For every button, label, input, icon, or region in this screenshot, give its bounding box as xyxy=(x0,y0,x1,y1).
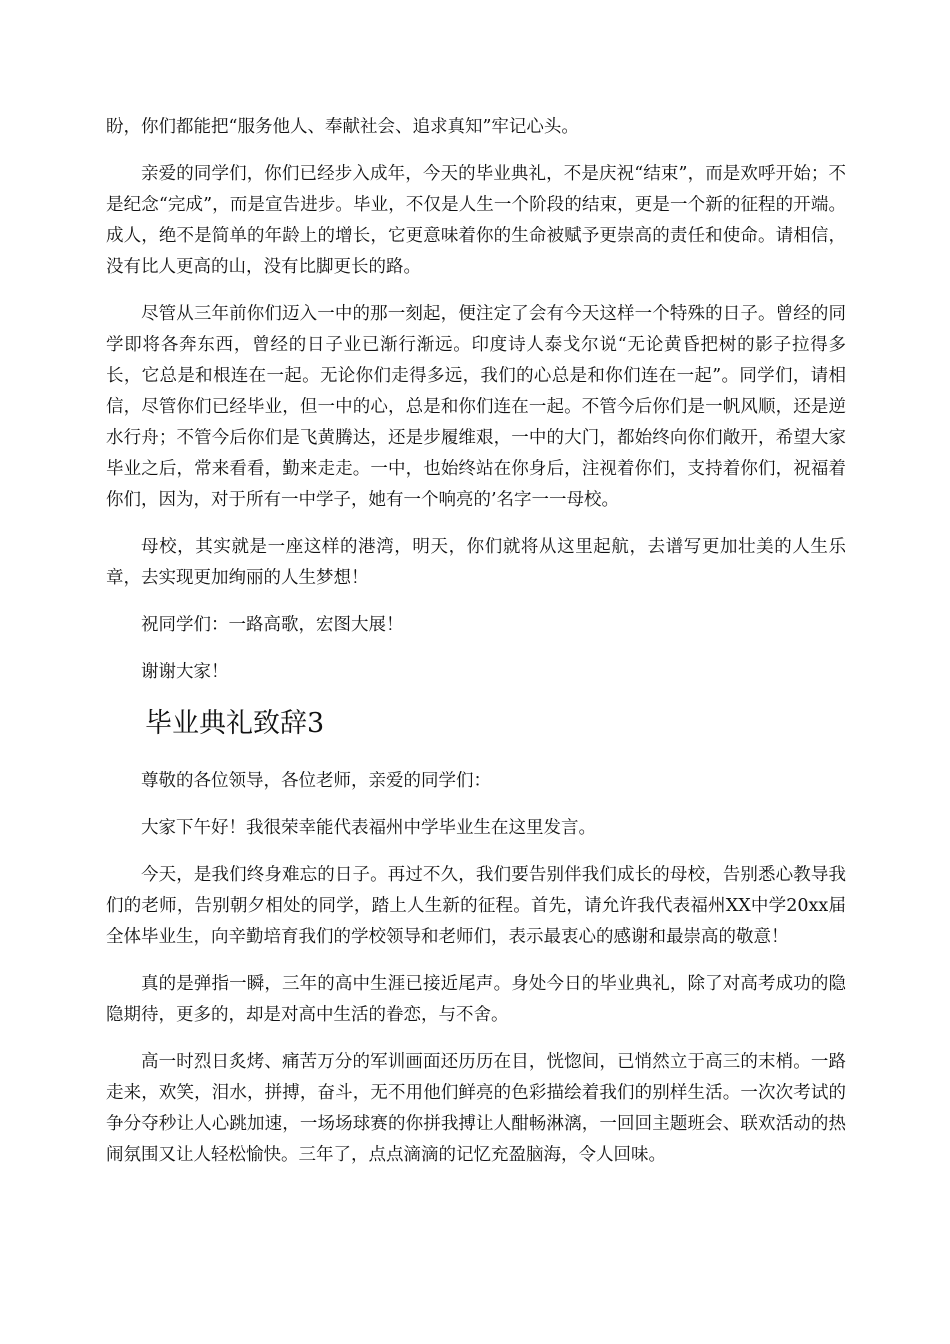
paragraph-harbor: 母校，其实就是一座这样的港湾，明天，你们就将从这里起航，去谱写更加壮美的人生乐章，去实现更加绚丽的人生梦想！ xyxy=(106,537,846,588)
paragraph-greeting: 大家下午好！我很荣幸能代表福州中学毕业生在这里发言。 xyxy=(141,818,596,838)
paragraph-gratitude: 今天，是我们终身难忘的日子。再过不久，我们要告别伴我们成长的母校，告别悉心教导我们的老师，告别朝夕相处的同学，踏上人生新的征程。首先，请允许我代表福州XX中学20xx届全体毕业生，向辛勤培育我们的学校领导和老师们，表示最衷心的感谢和最崇高的敬意！ xyxy=(106,865,846,947)
section-heading: 毕业典礼致辞3 xyxy=(145,708,325,739)
paragraph-memories: 高一时烈日炙烤、痛苦万分的军训画面还历历在目，恍惚间，已悄然立于高三的末梢。一路走来，欢笑，泪水，拼搏，奋斗，无不用他们鲜亮的色彩描绘着我们的别样生活。一次次考试的争分夺秒让人心跳加速，一场场球赛的你拼我搏让人酣畅淋漓，一回回主题班会、联欢活动的热闹氛围又让人轻松愉快。三年了，点点滴滴的记忆充盈脑海，令人回味。 xyxy=(106,1052,846,1165)
document-body xyxy=(106,112,846,1187)
paragraph-reflection: 真的是弹指一瞬，三年的高中生涯已接近尾声。身处今日的毕业典礼，除了对高考成功的隐隐期待，更多的，却是对高中生活的眷恋，与不舍。 xyxy=(106,974,846,1025)
paragraph-alma-mater-bond: 尽管从三年前你们迈入一中的那一刻起，便注定了会有今天这样一个特殊的日子。曾经的同学即将各奔东西，曾经的日子业已渐行渐远。印度诗人泰戈尔说“无论黄昏把树的影子拉得多长，它总是和根连在一起。无论你们走得多远，我们的心总是和你们连在一起”。同学们，请相信，尽管你们已经毕业，但一中的心，总是和你们连在一起。不管今后你们是一帆风顺，还是逆水行舟；不管今后你们是飞黄腾达，还是步履维艰，一中的大门，都始终向你们敞开，希望大家毕业之后，常来看看，勤来走走。一中，也始终站在你身后，注视着你们，支持着你们，祝福着你们，因为，对于所有一中学子，她有一个响亮的’名字一一母校。 xyxy=(106,304,846,510)
paragraph-wish: 祝同学们：一路高歌，宏图大展！ xyxy=(141,615,404,635)
paragraph-continuation: 盼，你们都能把“服务他人、奉献社会、追求真知”牢记心头。 xyxy=(106,117,579,137)
paragraph-salutation: 尊敬的各位领导，各位老师，亲爱的同学们： xyxy=(141,771,491,791)
paragraph-adulthood: 亲爱的同学们，你们已经步入成年，今天的毕业典礼，不是庆祝“结束”，而是欢呼开始；不是纪念“完成”，而是宣告进步。毕业，不仅是人生一个阶段的结束，更是一个新的征程的开端。成人，绝不是简单的年龄上的增长，它更意味着你的生命被赋予更崇高的责任和使命。请相信，没有比人更高的山，没有比脚更长的路。 xyxy=(106,164,846,277)
paragraph-thanks: 谢谢大家！ xyxy=(141,662,229,682)
